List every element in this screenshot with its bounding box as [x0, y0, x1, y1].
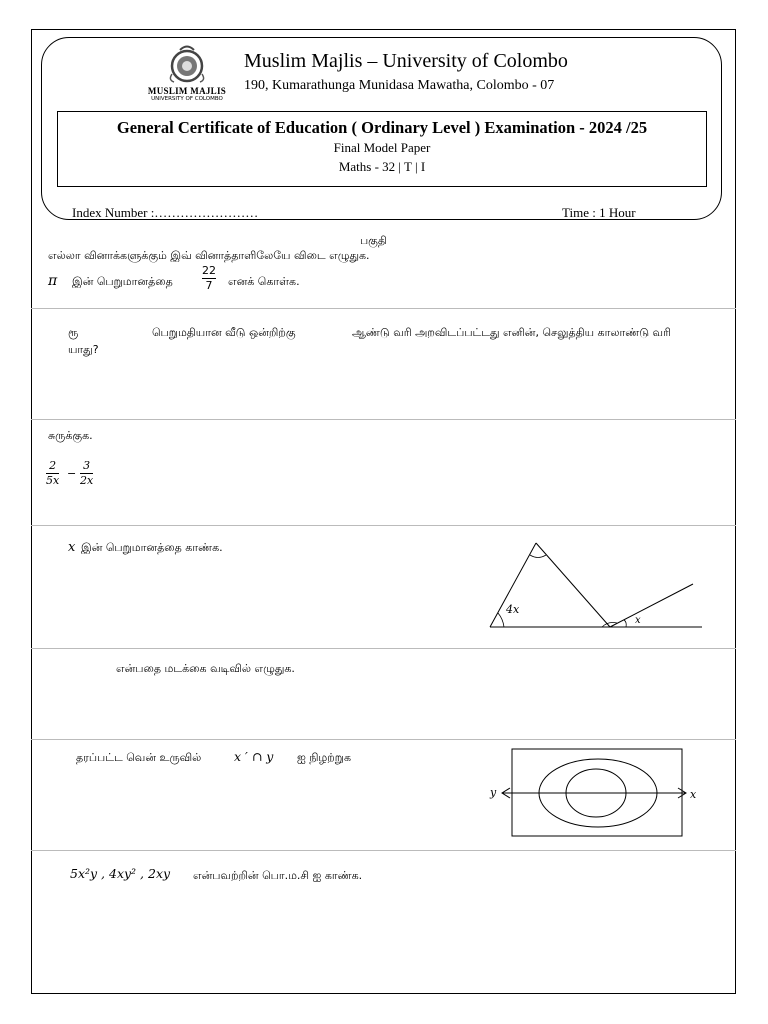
q2-fraction-2-numerator: 3 — [83, 459, 91, 472]
q2-fraction-1-numerator: 2 — [49, 459, 57, 472]
q2-fraction-2-denominator: 2x — [80, 474, 94, 487]
q5-label-x: x — [690, 788, 697, 801]
instruction-2b: எனக் கொள்க. — [228, 275, 300, 288]
pi-fraction — [202, 264, 216, 293]
q5-text-a: தரப்பட்ட வென் உருவில் — [76, 751, 202, 764]
instruction-1: எல்லா வினாக்களுக்கும் இவ் வினாத்தாளிலேயே விடை எழுதுக. — [48, 249, 370, 262]
q5-expression: x ′ ∩ y — [234, 749, 274, 764]
logo-text-sub: UNIVERSITY OF COLOMBO — [151, 96, 223, 102]
q6-text: என்பவற்றின் பொ.ம.சி ஐ காண்க. — [193, 869, 363, 882]
q5-venn-diagram — [486, 746, 698, 840]
exam-info-box — [57, 111, 707, 187]
q3-angle-arc-left — [498, 613, 504, 627]
question-divider — [31, 419, 736, 420]
q3-angle-arc-top — [530, 555, 546, 558]
organization-address: 190, Kumarathunga Munidasa Mawatha, Colombo - 07 — [244, 78, 555, 93]
q3-angle-label-4x: 4x — [506, 603, 520, 616]
logo-text-main: MUSLIM MAJLIS — [147, 86, 227, 96]
paper-type: Final Model Paper — [333, 140, 431, 155]
q1-text-c: ஆண்டு வரி அறவிடப்பட்டது எனின், செலுத்திய காலாண்டு வரி — [352, 326, 671, 339]
question-divider — [31, 850, 736, 851]
q2-fraction-2 — [80, 459, 93, 488]
q3-triangle-diagram — [480, 536, 710, 636]
q3-triangle-side-right — [536, 543, 610, 627]
organization-name: Muslim Majlis – University of Colombo — [244, 50, 568, 72]
q5-text-b: ஐ நிழற்றுக — [297, 751, 352, 764]
instruction-2a: இன் பெறுமானத்தை — [72, 275, 173, 288]
q3-angle-label-x: x — [635, 615, 641, 626]
q3-angle-arc-x — [624, 620, 626, 627]
pi-fraction-denominator: 7 — [205, 279, 213, 292]
pi-fraction-numerator: 22 — [202, 264, 216, 277]
subject-code: Maths - 32 | T | I — [338, 159, 426, 174]
question-divider — [31, 739, 736, 740]
q4-text: என்பதை மடக்கை வடிவில் எழுதுக. — [116, 662, 295, 675]
exam-year: - 2024 /25 — [579, 118, 648, 137]
q3-text: இன் பெறுமானத்தை காண்க. — [81, 541, 223, 554]
q1-text-a: ரூ — [68, 326, 79, 339]
index-number-field[interactable]: Index Number :…………………… — [72, 205, 259, 220]
q5-label-y: y — [490, 786, 497, 799]
question-divider — [31, 525, 736, 526]
exam-title: General Certificate of Education ( Ordinary Level ) Examination — [116, 118, 576, 137]
section-title: பகுதி — [360, 234, 387, 247]
question-divider — [31, 308, 736, 309]
q2-fraction-1 — [46, 459, 59, 488]
q2-fraction-1-denominator: 5x — [46, 474, 60, 487]
q1-text-b: பெறுமதியான வீடு ஒன்றிற்கு — [152, 326, 296, 339]
pi-symbol: π — [48, 273, 58, 289]
q1-text-d: யாது? — [68, 343, 99, 356]
q6-expression: 5x²y , 4xy² , 2xy — [70, 866, 171, 881]
q2-operator: − — [67, 467, 77, 480]
q2-text: சுருக்குக. — [48, 429, 93, 442]
q3-variable: x — [68, 540, 76, 555]
time-allowed: Time : 1 Hour — [562, 205, 636, 220]
question-divider — [31, 648, 736, 649]
exam-title-line — [58, 118, 706, 138]
q3-extended-ray — [610, 584, 693, 627]
